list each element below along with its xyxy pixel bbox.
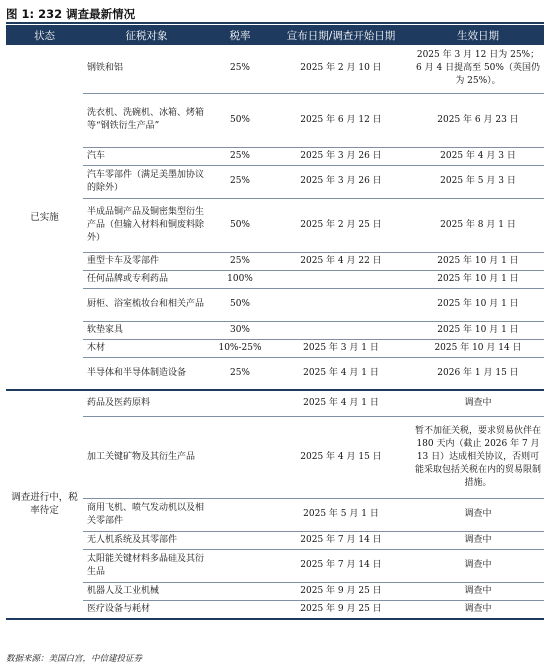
subject-cell: 汽车 [83,147,210,165]
table-row [6,531,544,549]
figure-title: 图 1: 232 调查最新情况 [6,7,136,21]
table-row [6,582,544,600]
date-cell [270,321,412,339]
table-row [6,93,544,147]
header-rate: 税率 [210,25,270,45]
subject-cell: 机器人及工业机械 [83,582,210,600]
date-cell: 2025 年 4 月 15 日 [270,416,412,498]
rate-cell: 25% [210,252,270,270]
table-row [6,270,544,288]
effective-date-cell: 2025 年 3 月 12 日为 25%；6 月 4 日提高至 50%（英国仍为 25%）。 [412,45,544,93]
effective-date-cell: 2026 年 1 月 15 日 [412,357,544,390]
table-row [6,600,544,619]
date-cell: 2025 年 2 月 25 日 [270,198,412,252]
table-row [6,288,544,321]
tariff-table [6,25,544,620]
date-cell: 2025 年 2 月 10 日 [270,45,412,93]
subject-cell: 木材 [83,339,210,357]
date-cell: 2025 年 6 月 12 日 [270,93,412,147]
date-cell [270,288,412,321]
effective-date-cell: 2025 年 10 月 14 日 [412,339,544,357]
subject-cell: 汽车零部件（满足美墨加协议的除外） [83,165,210,198]
effective-date-cell: 2025 年 6 月 23 日 [412,93,544,147]
rate-cell: 10%-25% [210,339,270,357]
table-row [6,339,544,357]
effective-date-cell: 调查中 [412,531,544,549]
subject-cell: 商用飞机、喷气发动机以及相关零部件 [83,498,210,531]
subject-cell: 无人机系统及其零部件 [83,531,210,549]
date-cell [270,270,412,288]
date-cell: 2025 年 5 月 1 日 [270,498,412,531]
source-note: 数据来源：美国白宫，中信建投证券 [6,654,143,664]
rate-cell: 25% [210,357,270,390]
effective-date-cell: 2025 年 10 月 1 日 [412,252,544,270]
header-subject: 征税对象 [83,25,210,45]
subject-cell: 软垫家具 [83,321,210,339]
table-row [6,252,544,270]
rate-cell [210,531,270,549]
date-cell: 2025 年 4 月 1 日 [270,357,412,390]
subject-cell: 洗衣机、洗碗机、冰箱、烤箱等“钢铁衍生产品” [83,93,210,147]
table-row [6,416,544,498]
rate-cell: 25% [210,165,270,198]
subject-cell: 药品及医药原料 [83,390,210,416]
subject-cell: 医疗设备与耗材 [83,600,210,619]
date-cell: 2025 年 3 月 1 日 [270,339,412,357]
effective-date-cell: 2025 年 10 月 1 日 [412,270,544,288]
rate-cell [210,390,270,416]
date-cell: 2025 年 7 月 14 日 [270,549,412,582]
effective-date-cell: 2025 年 10 月 1 日 [412,321,544,339]
table-row [6,198,544,252]
table-row [6,321,544,339]
rate-cell: 50% [210,288,270,321]
rate-cell: 30% [210,321,270,339]
rate-cell [210,600,270,619]
rate-cell: 25% [210,45,270,93]
header-status: 状态 [6,25,83,45]
effective-date-cell: 2025 年 5 月 3 日 [412,165,544,198]
date-cell: 2025 年 9 月 25 日 [270,582,412,600]
subject-cell: 半成品铜产品及铜密集型衍生产品（但输入材料和铜废料除外） [83,198,210,252]
header-date: 宣布日期/调查开始日期 [270,25,412,45]
effective-date-cell: 暂不加征关税，要求贸易伙伴在 180 天内（截止 2026 年 7 月 13 日）达成相关协议，否则可能采取包括关税在内的贸易限制措施。 [412,416,544,498]
effective-date-cell: 调查中 [412,498,544,531]
rate-cell [210,549,270,582]
subject-cell: 钢铁和铝 [83,45,210,93]
header-effective: 生效日期 [412,25,544,45]
subject-cell: 半导体和半导体制造设备 [83,357,210,390]
table-body [6,45,544,619]
status-cell: 已实施 [6,45,83,390]
title-rule [6,22,544,24]
effective-date-cell: 2025 年 4 月 3 日 [412,147,544,165]
date-cell: 2025 年 4 月 22 日 [270,252,412,270]
table-row [6,357,544,390]
table-row [6,45,544,93]
table-row [6,147,544,165]
rate-cell: 50% [210,198,270,252]
rate-cell: 50% [210,93,270,147]
effective-date-cell: 2025 年 8 月 1 日 [412,198,544,252]
rate-cell [210,416,270,498]
table-header-row [6,25,544,45]
table-row [6,165,544,198]
subject-cell: 任何品牌或专利药品 [83,270,210,288]
table-row [6,390,544,416]
subject-cell: 重型卡车及零部件 [83,252,210,270]
date-cell: 2025 年 3 月 26 日 [270,165,412,198]
date-cell: 2025 年 3 月 26 日 [270,147,412,165]
rate-cell: 100% [210,270,270,288]
subject-cell: 加工关键矿物及其衍生产品 [83,416,210,498]
effective-date-cell: 调查中 [412,582,544,600]
rate-cell [210,582,270,600]
subject-cell: 厨柜、浴室梳妆台和相关产品 [83,288,210,321]
effective-date-cell: 调查中 [412,390,544,416]
rate-cell [210,498,270,531]
date-cell: 2025 年 9 月 25 日 [270,600,412,619]
effective-date-cell: 2025 年 10 月 1 日 [412,288,544,321]
effective-date-cell: 调查中 [412,600,544,619]
table-row [6,549,544,582]
subject-cell: 太阳能关键材料多晶硅及其衍生品 [83,549,210,582]
date-cell: 2025 年 4 月 1 日 [270,390,412,416]
table-row [6,498,544,531]
effective-date-cell: 调查中 [412,549,544,582]
date-cell: 2025 年 7 月 14 日 [270,531,412,549]
status-cell: 调查进行中，税率待定 [6,390,83,619]
rate-cell: 25% [210,147,270,165]
